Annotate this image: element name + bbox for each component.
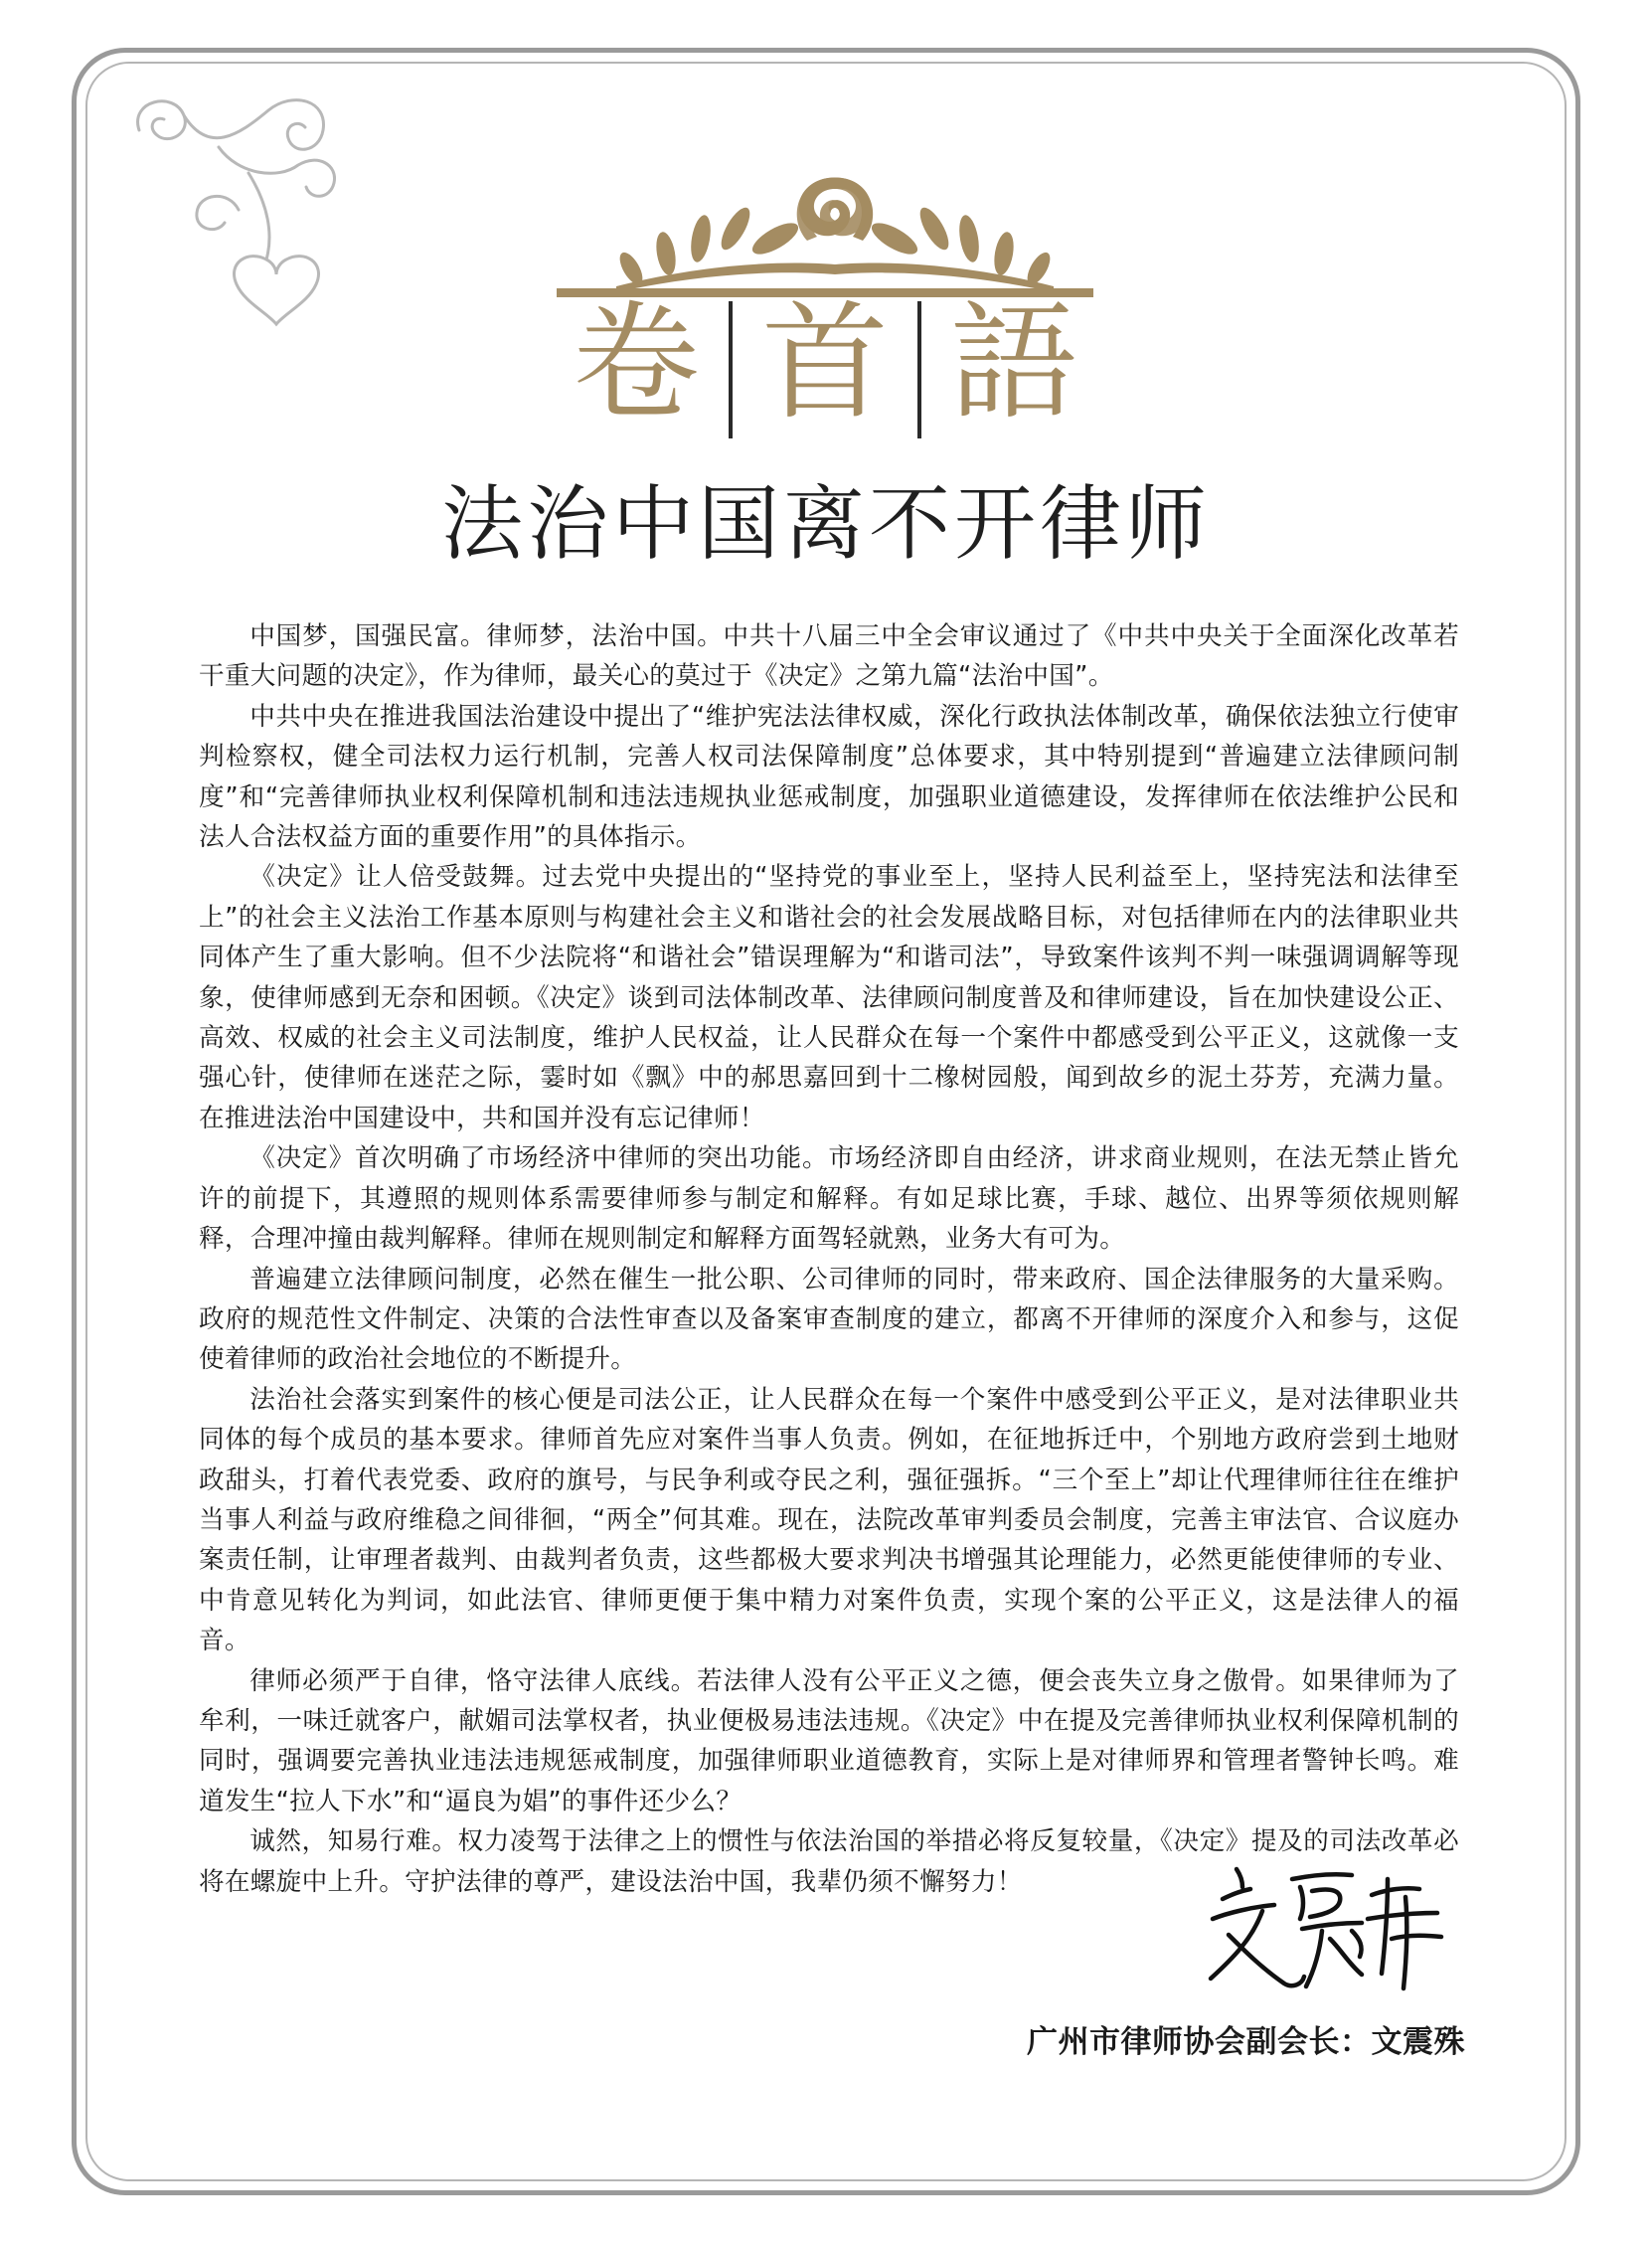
column-heading	[557, 288, 1093, 437]
paragraph: 《决定》首次明确了市场经济中律师的突出功能。市场经济即自由经济，讲求商业规则，在法无禁止皆允许的前提下，其遵照的规则体系需要律师参与制定和解释。有如足球比赛，手球、越位、出界等须依规则解释，合理冲撞由裁判解释。律师在规则制定和解释方面驾轻就熟，业务大有可为。	[199, 1143, 1459, 1255]
paragraph: 中国梦，国强民富。律师梦，法治中国。中共十八届三中全会审议通过了《中共中央关于全面深化改革若干重大问题的决定》，作为律师，最关心的莫过于《决定》之第九篇“法治中国”。	[199, 621, 1459, 692]
handwritten-signature	[1193, 1839, 1461, 2008]
heading-char-3: 語	[949, 289, 1077, 437]
author-signoff: 广州市律师协会副会长：文震殊	[1027, 2024, 1465, 2060]
paragraph: 法治社会落实到案件的核心便是司法公正，让人民群众在每一个案件中感受到公平正义，是对法律职业共同体的每个成员的基本要求。律师首先应对案件当事人负责。例如，在征地拆迁中，个别地方政府尝到土地财政甜头，打着代表党委、政府的旗号，与民争利或夺民之利，强征强拆。“三个至上”却让代理律师往往在维护当事人利益与政府维稳之间徘徊，“两全”何其难。现在，法院改革审判委员会制度，完善主审法官、合议庭办案责任制，让审理者裁判、由裁判者负责，这些都极大要求判决书增强其论理能力，必然更能使律师的专业、中肯意见转化为判词，如此法官、律师更便于集中精力对案件负责，实现个案的公平正义，这是法律人的福音。	[199, 1384, 1459, 1656]
swirl-heart-ornament	[99, 76, 437, 354]
heading-char-1: 卷	[572, 289, 700, 437]
paragraph: 诚然，知易行难。权力凌驾于法律之上的惯性与依法治国的举措必将反复较量，《决定》提及的司法改革必将在螺旋中上升。守护法律的尊严，建设法治中国，我辈仍须不懈努力！	[199, 1826, 1459, 1897]
article-title: 法治中国离不开律师	[440, 477, 1211, 572]
paragraph: 律师必须严于自律，恪守法律人底线。若法律人没有公平正义之德，便会丧失立身之傲骨。如果律师为了牟利，一味迁就客户，献媚司法掌权者，执业便极易违法违规。《决定》中在提及完善律师执业权利保障机制的同时，强调要完善执业违法违规惩戒制度，加强律师职业道德教育，实际上是对律师界和管理者警钟长鸣。难道发生“拉人下水”和“逼良为娼”的事件还少么？	[199, 1665, 1459, 1816]
heading-char-2: 首	[760, 289, 889, 437]
paragraph: 《决定》让人倍受鼓舞。过去党中央提出的“坚持党的事业至上，坚持人民利益至上，坚持宪法和法律至上”的社会主义法治工作基本原则与构建社会主义和谐社会的社会发展战略目标，对包括律师在内的法律职业共同体产生了重大影响。但不少法院将“和谐社会”错误理解为“和谐司法”，导致案件该判不判一味强调调解等现象，使律师感到无奈和困顿。《决定》谈到司法体制改革、法律顾问制度普及和律师建设，旨在加快建设公正、高效、权威的社会主义司法制度，维护人民权益，让人民群众在每一个案件中都感受到公平正义，这就像一支强心针，使律师在迷茫之际，霎时如《飘》中的郝思嘉回到十二橡树园般，闻到故乡的泥土芬芳，充满力量。在推进法治中国建设中，共和国并没有忘记律师！	[199, 862, 1459, 1133]
heading-chars	[557, 290, 1093, 437]
paragraph: 中共中央在推进我国法治建设中提出了“维护宪法法律权威，深化行政执法体制改革，确保依法独立行使审判检察权，健全司法权力运行机制，完善人权司法保障制度”总体要求，其中特别提到“普遍建立法律顾问制度”和“完善律师执业权利保障机制和违法违规执业惩戒制度，加强职业道德建设，发挥律师在依法维护公民和法人合法权益方面的重要作用”的具体指示。	[199, 701, 1459, 853]
heading-divider	[917, 301, 921, 438]
article-body	[199, 616, 1459, 1902]
heading-divider	[729, 301, 733, 438]
paragraph: 普遍建立法律顾问制度，必然在催生一批公职、公司律师的同时，带来政府、国企法律服务的大量采购。政府的规范性文件制定、决策的合法性审查以及备案审查制度的建立，都离不开律师的深度介入和参与，这促使着律师的政治社会地位的不断提升。	[199, 1264, 1459, 1375]
